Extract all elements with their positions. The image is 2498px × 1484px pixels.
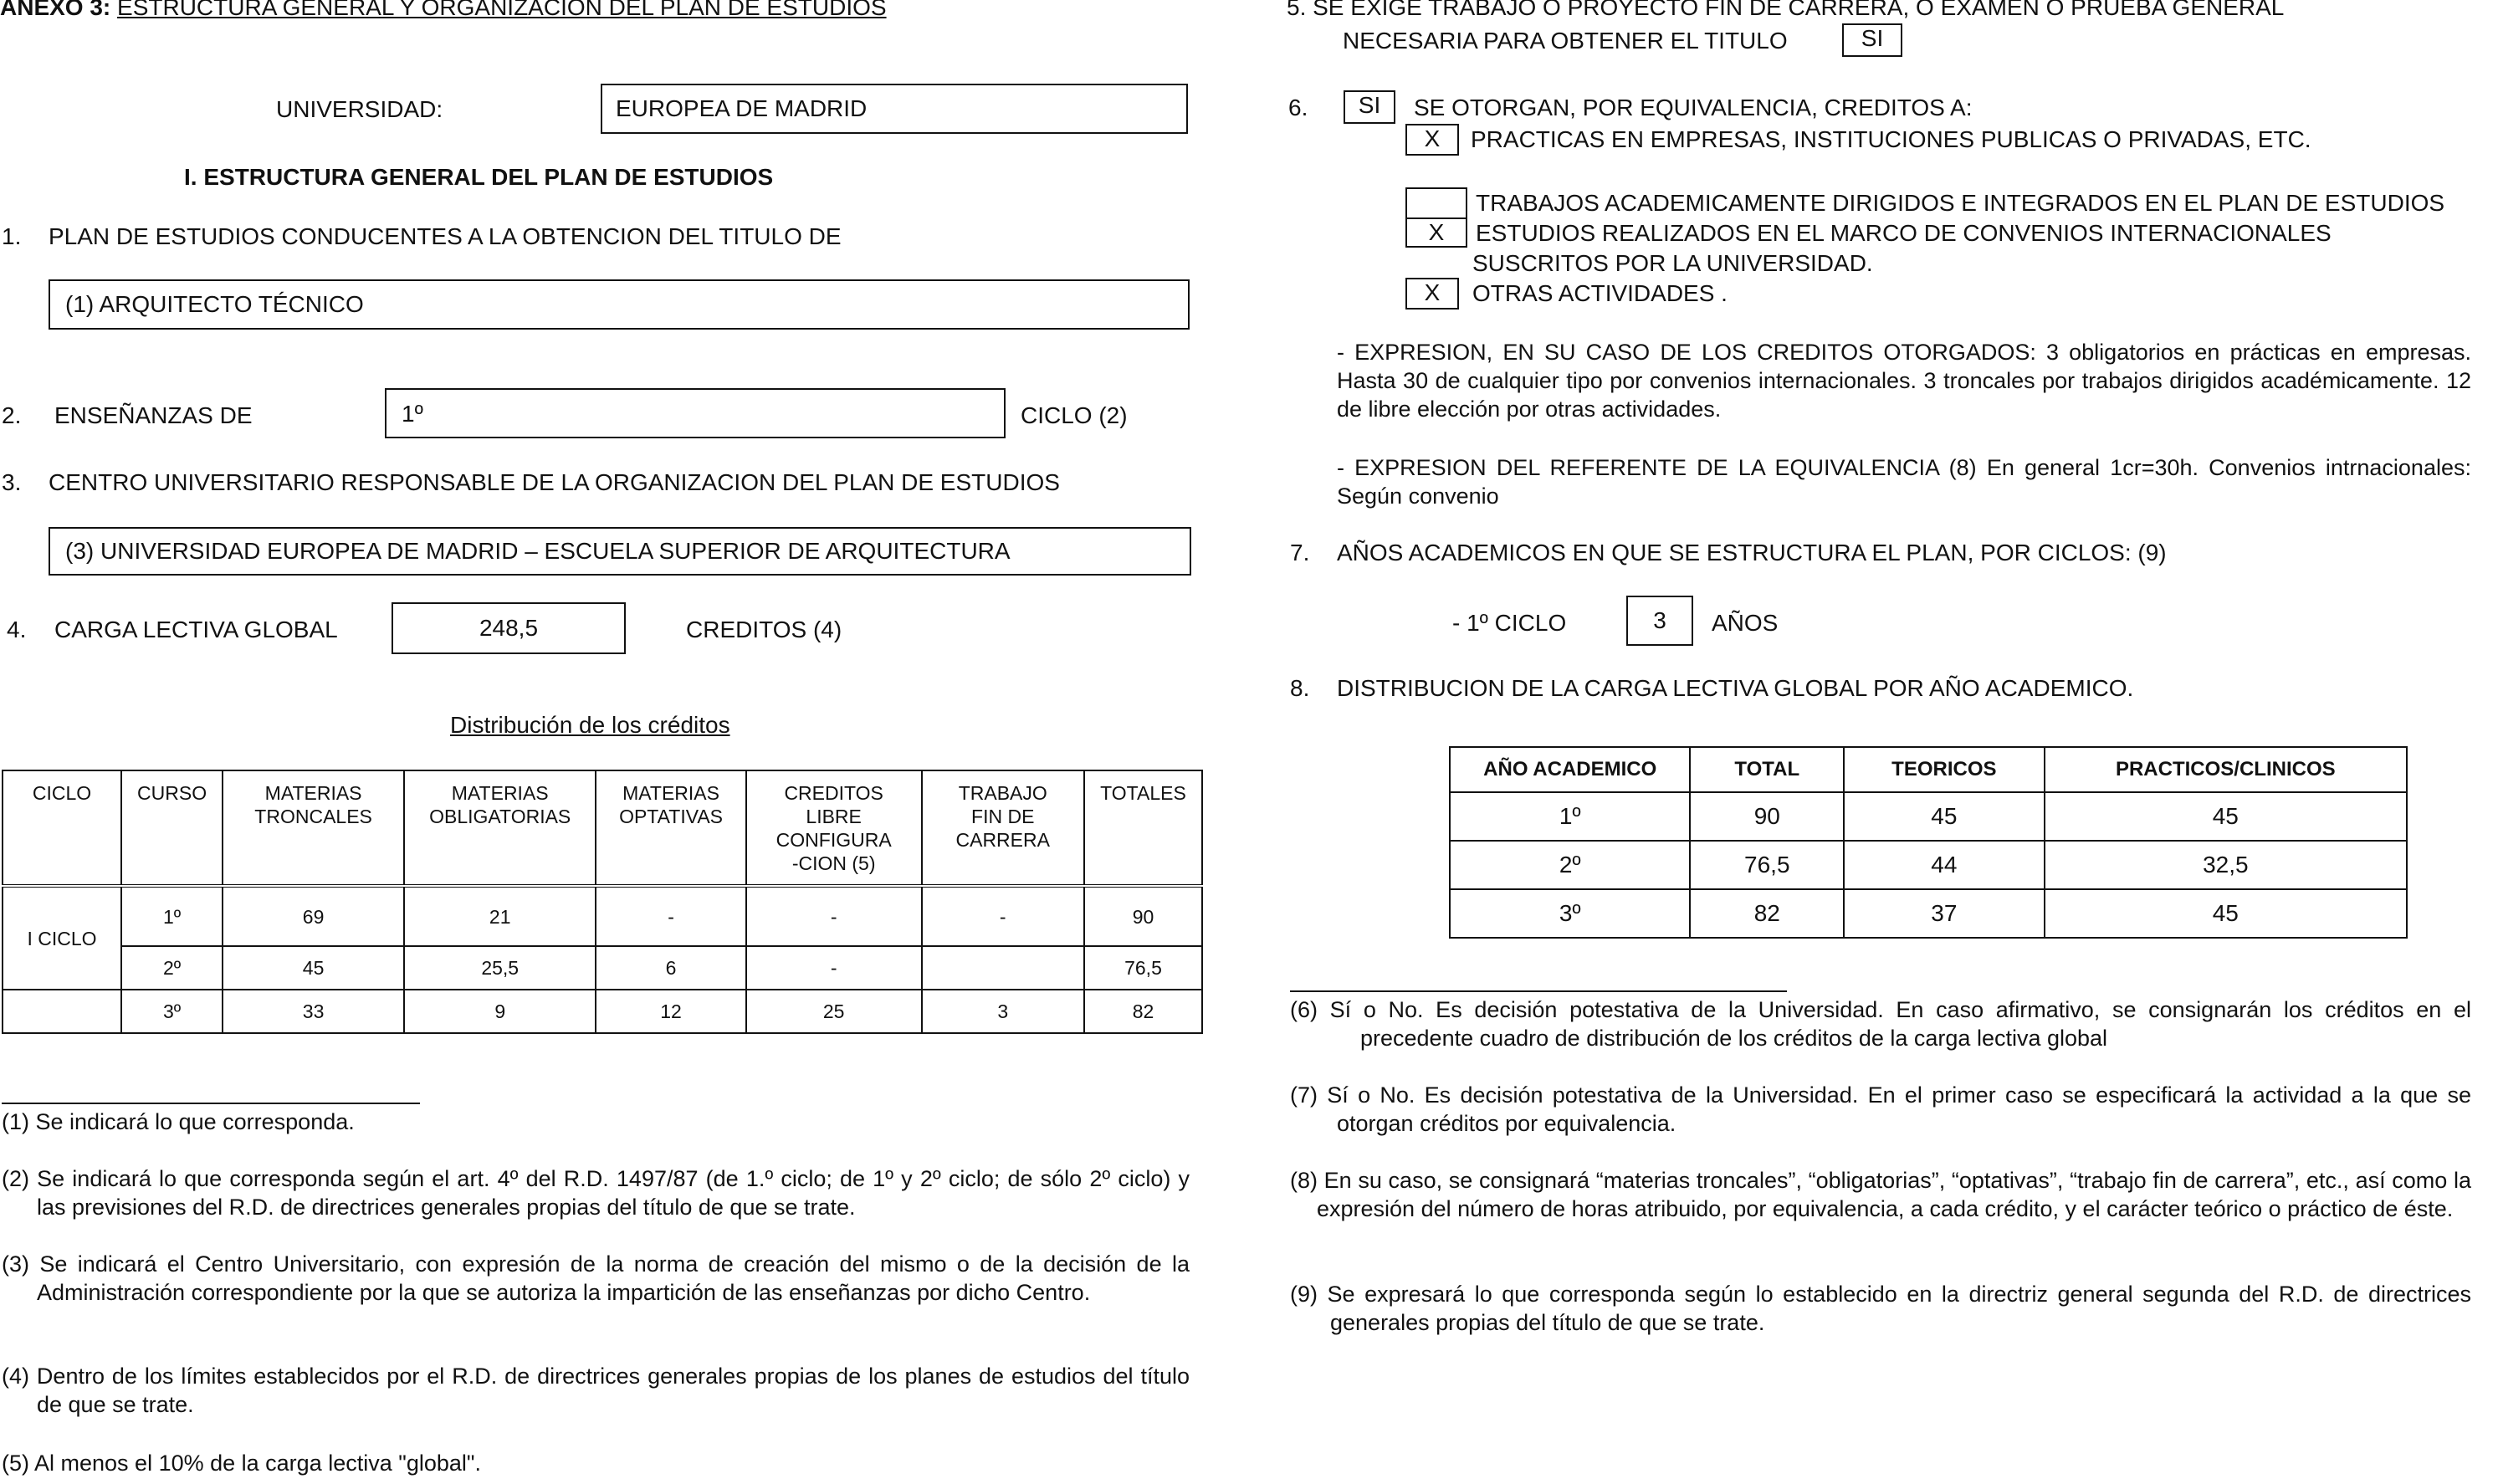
ciclo-years-box: 3 <box>1626 596 1693 646</box>
annex-heading <box>0 0 887 22</box>
footnote-2: (2) Se indicará lo que corresponda según el art. 4º del R.D. 1497/87 (de 1.º ciclo; de 1º y 2º ciclo; de sólo 2º ciclo) y las previsiones del R.D. de directrices generales propias del título de que se trate. <box>2 1166 1190 1220</box>
section-title: I. ESTRUCTURA GENERAL DEL PLAN DE ESTUDIOS <box>184 164 774 190</box>
header-curso: CURSO <box>121 770 223 886</box>
header-teoricos: TEORICOS <box>1844 747 2045 792</box>
table-cell: 32,5 <box>2045 841 2407 889</box>
option-practicas-checkbox: X <box>1405 124 1459 156</box>
header-ano: AÑO ACADEMICO <box>1450 747 1690 792</box>
option-otras-text: OTRAS ACTIVIDADES . <box>1472 280 1728 306</box>
table-cell: 76,5 <box>1084 946 1202 990</box>
footnote-8: (8) En su caso, se consignará “materias troncales”, “obligatorias”, “optativas”, “trabajo fin de carrera”, etc., así como la expresión del número de horas atribuido, por equivalencia, a cada crédito, y el carácter teórico o práctico de éste. <box>1290 1168 2471 1221</box>
header-practicos: PRACTICOS/CLINICOS <box>2045 747 2407 792</box>
table-row <box>3 990 1202 1033</box>
universidad-field <box>601 84 1188 134</box>
table-cell: 82 <box>1690 889 1844 938</box>
item2-number: 2. <box>2 402 22 428</box>
header-troncales: MATERIAS TRONCALES <box>223 770 404 886</box>
table-cell: 1º <box>1450 792 1690 841</box>
footnote-7: (7) Sí o No. Es decisión potestativa de la Universidad. En el primer caso se especificará la actividad a la que se otorgan créditos por equivalencia. <box>1290 1082 2471 1136</box>
credits-table <box>2 770 1203 1034</box>
universidad-label: UNIVERSIDAD: <box>276 96 443 122</box>
table-cell <box>922 946 1084 990</box>
table-cell: 9 <box>404 990 596 1033</box>
table-cell: 25,5 <box>404 946 596 990</box>
table-row <box>1450 889 2407 938</box>
footnote-divider <box>2 1103 420 1104</box>
table-cell: 2º <box>1450 841 1690 889</box>
centro-value: (3) UNIVERSIDAD EUROPEA DE MADRID – ESCUELA SUPERIOR DE ARQUITECTURA <box>65 538 1011 564</box>
item8-text: DISTRIBUCION DE LA CARGA LECTIVA GLOBAL POR AÑO ACADEMICO. <box>1337 675 2134 701</box>
annex-title: ESTRUCTURA GENERAL Y ORGANIZACION DEL PLAN DE ESTUDIOS <box>117 0 887 20</box>
item3-number: 3. <box>2 469 22 495</box>
table-row <box>3 886 1202 946</box>
item4-number: 4. <box>7 617 27 642</box>
item7-text: AÑOS ACADEMICOS EN QUE SE ESTRUCTURA EL PLAN, POR CICLOS: (9) <box>1337 540 2167 565</box>
table-cell: 2º <box>121 946 223 990</box>
item5-checkbox: SI <box>1842 23 1902 57</box>
ciclo-label: - 1º CICLO <box>1452 610 1567 636</box>
table-cell: 1º <box>121 886 223 946</box>
item3-text: CENTRO UNIVERSITARIO RESPONSABLE DE LA ORGANIZACION DEL PLAN DE ESTUDIOS <box>49 469 1060 495</box>
item2-label: ENSEÑANZAS DE <box>54 402 253 428</box>
table-cell: 21 <box>404 886 596 946</box>
table-cell: - <box>746 946 922 990</box>
header-libre-configuracion: CREDITOS LIBRE CONFIGURA -CION (5) <box>746 770 922 886</box>
table-cell: - <box>922 886 1084 946</box>
item2-suffix: CICLO (2) <box>1021 402 1128 428</box>
carga-field <box>392 602 626 654</box>
footnote-4: (4) Dentro de los límites establecidos por el R.D. de directrices generales propias de los planes de estudios del título de que se trate. <box>2 1364 1190 1417</box>
credits-table-header <box>3 770 1202 886</box>
table-cell: 90 <box>1690 792 1844 841</box>
item4-label: CARGA LECTIVA GLOBAL <box>54 617 338 642</box>
item5-line1: 5. SE EXIGE TRABAJO O PROYECTO FIN DE CARRERA, O EXAMEN O PRUEBA GENERAL <box>1287 0 2285 20</box>
header-totales: TOTALES <box>1084 770 1202 886</box>
footnote-9: (9) Se expresará lo que corresponda según lo establecido en la directriz general segunda del R.D. de directrices generales propias del título de que se trate. <box>1290 1282 2471 1335</box>
distribution-title: Distribución de los créditos <box>450 712 730 738</box>
table-cell: 45 <box>2045 889 2407 938</box>
option-estudios-text-line1: ESTUDIOS REALIZADOS EN EL MARCO DE CONVENIOS INTERNACIONALES <box>1476 220 2332 246</box>
item8-number: 8. <box>1290 675 1310 701</box>
table-cell: 37 <box>1844 889 2045 938</box>
annex-label: ANEXO 3: <box>0 0 111 20</box>
footnote-6: (6) Sí o No. Es decisión potestativa de la Universidad. En caso afirmativo, se consignarán los créditos en el precedente cuadro de distribución de los créditos de la carga lectiva global <box>1290 997 2471 1051</box>
ensenanzas-field <box>385 388 1006 438</box>
table-cell: 33 <box>223 990 404 1033</box>
footnote-3: (3) Se indicará el Centro Universitario, con expresión de la norma de creación del mismo o de la decisión de la Administración correspondiente por la que se autoriza la impartición de las enseñanzas por dicho Centro. <box>2 1251 1190 1305</box>
centro-field <box>49 527 1191 576</box>
item6-number: 6. <box>1288 95 1308 120</box>
carga-value: 248,5 <box>479 615 539 641</box>
header-ciclo: CICLO <box>3 770 121 886</box>
table-cell: 12 <box>596 990 746 1033</box>
ciclo-cell: I CICLO <box>3 886 121 990</box>
table-cell: - <box>746 886 922 946</box>
table-cell: 90 <box>1084 886 1202 946</box>
titulo-value: (1) ARQUITECTO TÉCNICO <box>65 291 364 317</box>
table-row <box>3 946 1202 990</box>
table-cell: 3 <box>922 990 1084 1033</box>
table-cell: 76,5 <box>1690 841 1844 889</box>
table-row <box>1450 792 2407 841</box>
footnote-5: (5) Al menos el 10% de la carga lectiva "global". <box>2 1451 481 1476</box>
header-obligatorias: MATERIAS OBLIGATORIAS <box>404 770 596 886</box>
table-cell: 45 <box>1844 792 2045 841</box>
option-estudios-text-line2: SUSCRITOS POR LA UNIVERSIDAD. <box>1472 250 1873 276</box>
table-cell: 25 <box>746 990 922 1033</box>
table-cell <box>3 990 121 1033</box>
item6-text: SE OTORGAN, POR EQUIVALENCIA, CREDITOS A: <box>1414 95 1973 120</box>
option-practicas-text: PRACTICAS EN EMPRESAS, INSTITUCIONES PUBLICAS O PRIVADAS, ETC. <box>1471 126 2311 152</box>
item7-number: 7. <box>1290 540 1310 565</box>
item1-text: PLAN DE ESTUDIOS CONDUCENTES A LA OBTENCION DEL TITULO DE <box>49 223 842 249</box>
header-total: TOTAL <box>1690 747 1844 792</box>
table-cell: - <box>596 886 746 946</box>
footnote-divider-right <box>1290 990 1787 992</box>
option-estudios-checkbox: X <box>1405 217 1467 248</box>
titulo-field <box>49 279 1190 330</box>
table-cell: 69 <box>223 886 404 946</box>
table-cell: 45 <box>223 946 404 990</box>
ensenanzas-value: 1º <box>402 401 423 427</box>
ciclo-suffix: AÑOS <box>1712 610 1779 636</box>
expresion-referente: - EXPRESION DEL REFERENTE DE LA EQUIVALENCIA (8) En general 1cr=30h. Convenios intrnacionales: Según convenio <box>1337 455 2471 509</box>
table-cell: 6 <box>596 946 746 990</box>
yearly-load-table <box>1449 746 2408 939</box>
option-otras-checkbox: X <box>1405 278 1459 310</box>
table-row <box>1450 841 2407 889</box>
table-cell: 44 <box>1844 841 2045 889</box>
table-cell: 45 <box>2045 792 2407 841</box>
universidad-value: EUROPEA DE MADRID <box>616 95 868 121</box>
header-trabajo-fin: TRABAJO FIN DE CARRERA <box>922 770 1084 886</box>
footnote-1: (1) Se indicará lo que corresponda. <box>2 1109 355 1134</box>
table-cell: 82 <box>1084 990 1202 1033</box>
yearly-load-header <box>1450 747 2407 792</box>
option-trabajos-text: TRABAJOS ACADEMICAMENTE DIRIGIDOS E INTEGRADOS EN EL PLAN DE ESTUDIOS <box>1476 190 2445 216</box>
expresion-creditos: - EXPRESION, EN SU CASO DE LOS CREDITOS OTORGADOS: 3 obligatorios en prácticas en empresas. Hasta 30 de cualquier tipo por convenios internacionales. 3 troncales por trabajos dirigidos académicamente. 12 de libre elección por otras actividades. <box>1337 340 2471 422</box>
item5-line2: NECESARIA PARA OBTENER EL TITULO <box>1343 28 1788 54</box>
table-cell: 3º <box>121 990 223 1033</box>
option-trabajos-checkbox <box>1405 187 1467 219</box>
item4-suffix: CREDITOS (4) <box>686 617 842 642</box>
table-cell: 3º <box>1450 889 1690 938</box>
header-optativas: MATERIAS OPTATIVAS <box>596 770 746 886</box>
item1-number: 1. <box>2 223 22 249</box>
item6-checkbox: SI <box>1344 90 1395 124</box>
